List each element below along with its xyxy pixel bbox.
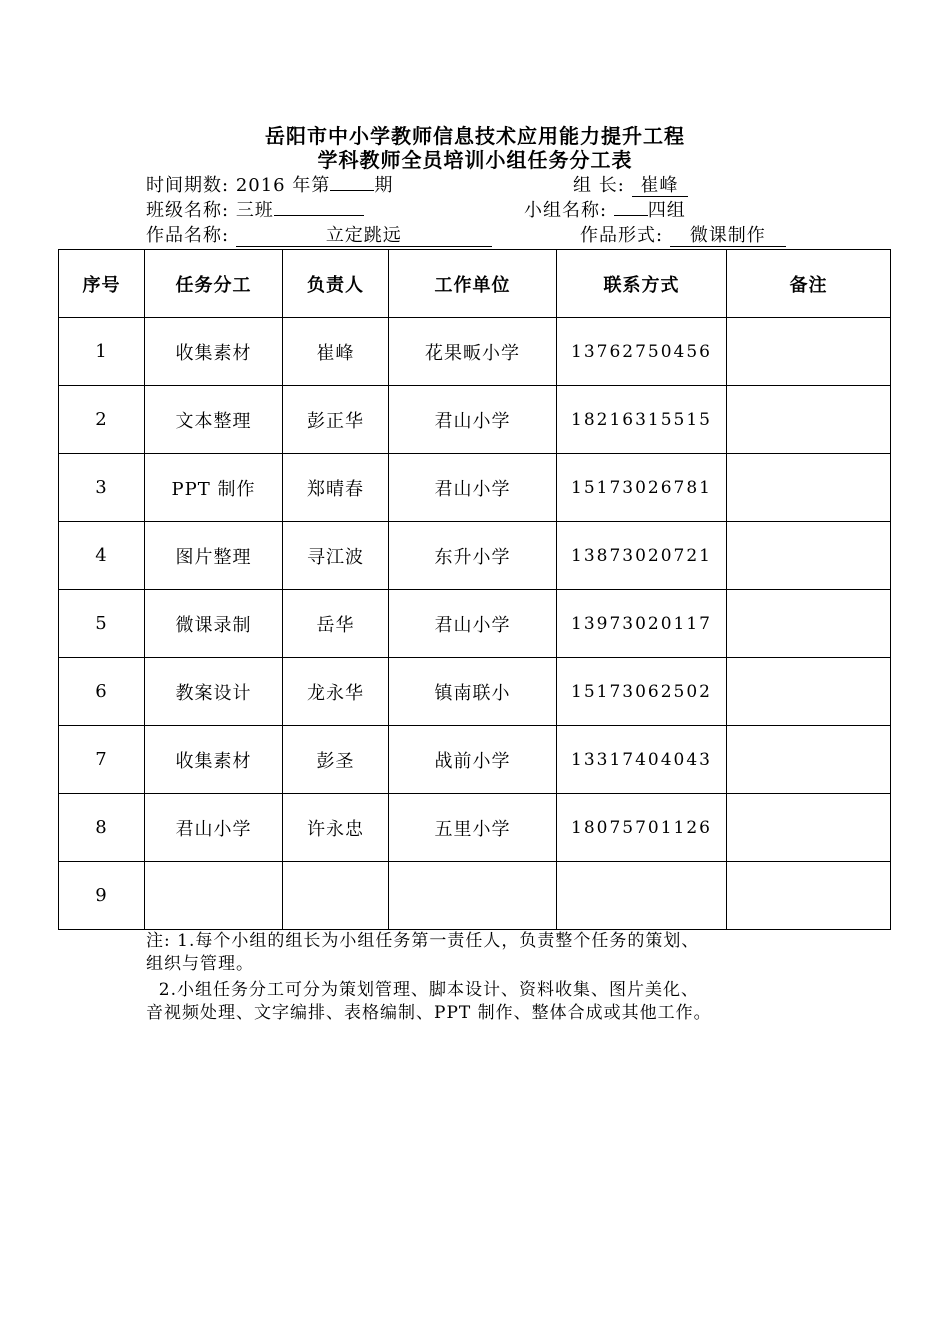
class-value: 三班 [235,200,274,221]
cell-unit: 战前小学 [389,726,557,794]
leader-field [573,174,688,198]
cell-task: 教案设计 [145,658,283,726]
cell-contact: 18216315515 [557,386,727,454]
cell-owner: 彭圣 [283,726,389,794]
document-title: 岳阳市中小学教师信息技术应用能力提升工程 [265,124,685,148]
cell-index: 5 [59,590,145,658]
period-suffix: 期 [374,175,394,196]
cell-index: 7 [59,726,145,794]
cell-remark [727,454,891,522]
group-field [524,199,686,223]
leader-value: 崔峰 [632,176,688,197]
class-field [146,199,364,223]
header-task: 任务分工 [145,250,283,318]
cell-remark [727,862,891,930]
cell-task: 微课录制 [145,590,283,658]
group-value: 四组 [647,200,686,221]
cell-remark [727,590,891,658]
cell-unit [389,862,557,930]
note-line-2: 组织与管理。 [146,954,254,974]
header-contact: 联系方式 [557,250,727,318]
cell-owner [283,862,389,930]
header-index: 序号 [59,250,145,318]
cell-contact: 13873020721 [557,522,727,590]
cell-unit: 花果畈小学 [389,318,557,386]
period-label: 时间期数: [146,175,230,196]
table-header-row [59,250,891,318]
header-remark: 备注 [727,250,891,318]
cell-task [145,862,283,930]
cell-contact: 13317404043 [557,726,727,794]
cell-task: 图片整理 [145,522,283,590]
cell-unit: 君山小学 [389,454,557,522]
cell-index: 3 [59,454,145,522]
cell-remark [727,658,891,726]
cell-remark [727,726,891,794]
table-row [59,726,891,794]
cell-task: 文本整理 [145,386,283,454]
period-field [146,174,393,198]
table-row [59,318,891,386]
cell-index: 1 [59,318,145,386]
cell-remark [727,794,891,862]
form-label: 作品形式: [580,225,664,246]
cell-owner: 许永忠 [283,794,389,862]
cell-owner: 崔峰 [283,318,389,386]
cell-contact: 15173026781 [557,454,727,522]
cell-unit: 东升小学 [389,522,557,590]
group-label: 小组名称: [524,200,608,221]
document-subtitle: 学科教师全员培训小组任务分工表 [317,148,633,172]
cell-task: 收集素材 [145,726,283,794]
table-row [59,590,891,658]
cell-task: PPT 制作 [145,454,283,522]
cell-task: 收集素材 [145,318,283,386]
cell-contact [557,862,727,930]
table-row [59,454,891,522]
task-table [58,249,891,930]
cell-owner: 岳华 [283,590,389,658]
cell-owner: 龙永华 [283,658,389,726]
cell-owner: 彭正华 [283,386,389,454]
table-row [59,386,891,454]
cell-contact: 13762750456 [557,318,727,386]
table-row [59,794,891,862]
table-row [59,658,891,726]
cell-contact: 15173062502 [557,658,727,726]
form-value: 微课制作 [670,226,786,247]
form-field [580,224,786,248]
class-blank [274,215,364,216]
cell-index: 2 [59,386,145,454]
note-line-3: 2.小组任务分工可分为策划管理、脚本设计、资料收集、图片美化、 [146,980,700,1000]
work-value: 立定跳远 [236,226,492,247]
cell-index: 9 [59,862,145,930]
cell-index: 8 [59,794,145,862]
cell-owner: 郑晴春 [283,454,389,522]
note-line-4: 音视频处理、文字编排、表格编制、PPT 制作、整体合成或其他工作。 [146,1003,712,1023]
header-unit: 工作单位 [389,250,557,318]
cell-unit: 君山小学 [389,386,557,454]
period-year: 2016 年第 [235,175,331,196]
cell-contact: 13973020117 [557,590,727,658]
group-blank [614,215,648,216]
cell-index: 6 [59,658,145,726]
cell-remark [727,386,891,454]
cell-unit: 君山小学 [389,590,557,658]
period-blank [330,190,374,191]
table-row [59,862,891,930]
leader-label: 组 长: [573,175,625,196]
cell-index: 4 [59,522,145,590]
cell-task: 君山小学 [145,794,283,862]
class-label: 班级名称: [146,200,230,221]
cell-unit: 五里小学 [389,794,557,862]
cell-contact: 18075701126 [557,794,727,862]
table-row [59,522,891,590]
work-field [146,224,492,248]
work-label: 作品名称: [146,225,230,246]
header-owner: 负责人 [283,250,389,318]
note-line-1: 注: 1.每个小组的组长为小组任务第一责任人，负责整个任务的策划、 [146,931,700,951]
cell-owner: 寻江波 [283,522,389,590]
cell-remark [727,318,891,386]
cell-remark [727,522,891,590]
cell-unit: 镇南联小 [389,658,557,726]
